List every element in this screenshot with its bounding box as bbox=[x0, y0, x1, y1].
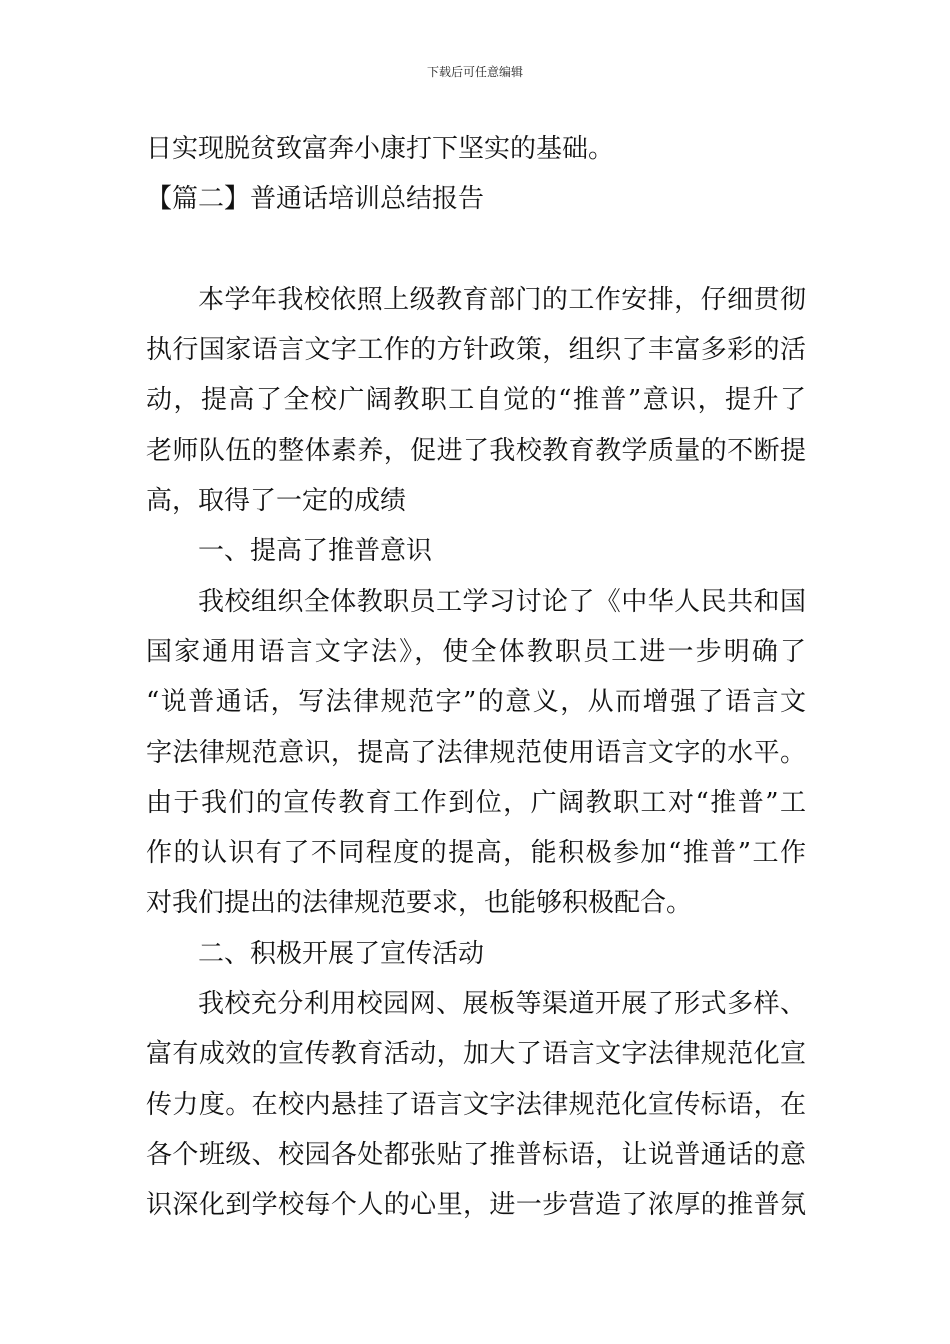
paragraph-line: 字法律规范意识，提高了法律规范使用语言文字的水平。 bbox=[146, 737, 806, 768]
document-body bbox=[146, 124, 806, 1231]
section-heading: 【篇二】普通话培训总结报告 bbox=[146, 184, 485, 215]
paragraph-line: 由于我们的宣传教育工作到位，广阔教职工对“推普”工 bbox=[146, 787, 806, 818]
paragraph-line: 老师队伍的整体素养，促进了我校教育教学质量的不断提 bbox=[146, 435, 806, 466]
paragraph-line: 作的认识有了不同程度的提高，能积极参加“推普”工作 bbox=[146, 838, 806, 869]
paragraph-line: 富有成效的宣传教育活动，加大了语言文字法律规范化宣 bbox=[146, 1039, 806, 1070]
subheading: 二、积极开展了宣传活动 bbox=[198, 938, 485, 969]
subheading: 一、提高了推普意识 bbox=[198, 536, 433, 567]
paragraph-line: 高，取得了一定的成绩 bbox=[146, 486, 407, 517]
paragraph-line: 我校组织全体教职员工学习讨论了《中华人民共和国 bbox=[198, 586, 806, 617]
paragraph-line: 对我们提出的法律规范要求，也能够积极配合。 bbox=[146, 888, 693, 919]
paragraph-line: “说普通话，写法律规范字”的意义，从而增强了语言文 bbox=[146, 687, 806, 718]
paragraph-line: 识深化到学校每个人的心里，进一步营造了浓厚的推普氛 bbox=[146, 1190, 806, 1221]
text-line: 日实现脱贫致富奔小康打下坚实的基础。 bbox=[146, 134, 615, 164]
paragraph-line: 动，提高了全校广阔教职工自觉的“推普”意识，提升了 bbox=[146, 385, 806, 416]
paragraph-line: 国家通用语言文字法》，使全体教职员工进一步明确了 bbox=[146, 636, 806, 667]
page-header-note: 下载后可任意编辑 bbox=[426, 65, 523, 79]
paragraph-line: 执行国家语言文字工作的方针政策，组织了丰富多彩的活 bbox=[146, 335, 806, 366]
blank-line bbox=[146, 225, 806, 275]
paragraph-line: 我校充分利用校园网、展板等渠道开展了形式多样、 bbox=[198, 989, 806, 1020]
paragraph-line: 各个班级、校园各处都张贴了推普标语，让说普通话的意 bbox=[146, 1139, 806, 1170]
paragraph-line: 本学年我校依照上级教育部门的工作安排，仔细贯彻 bbox=[198, 284, 806, 315]
paragraph-line: 传力度。在校内悬挂了语言文字法律规范化宣传标语，在 bbox=[146, 1089, 806, 1120]
